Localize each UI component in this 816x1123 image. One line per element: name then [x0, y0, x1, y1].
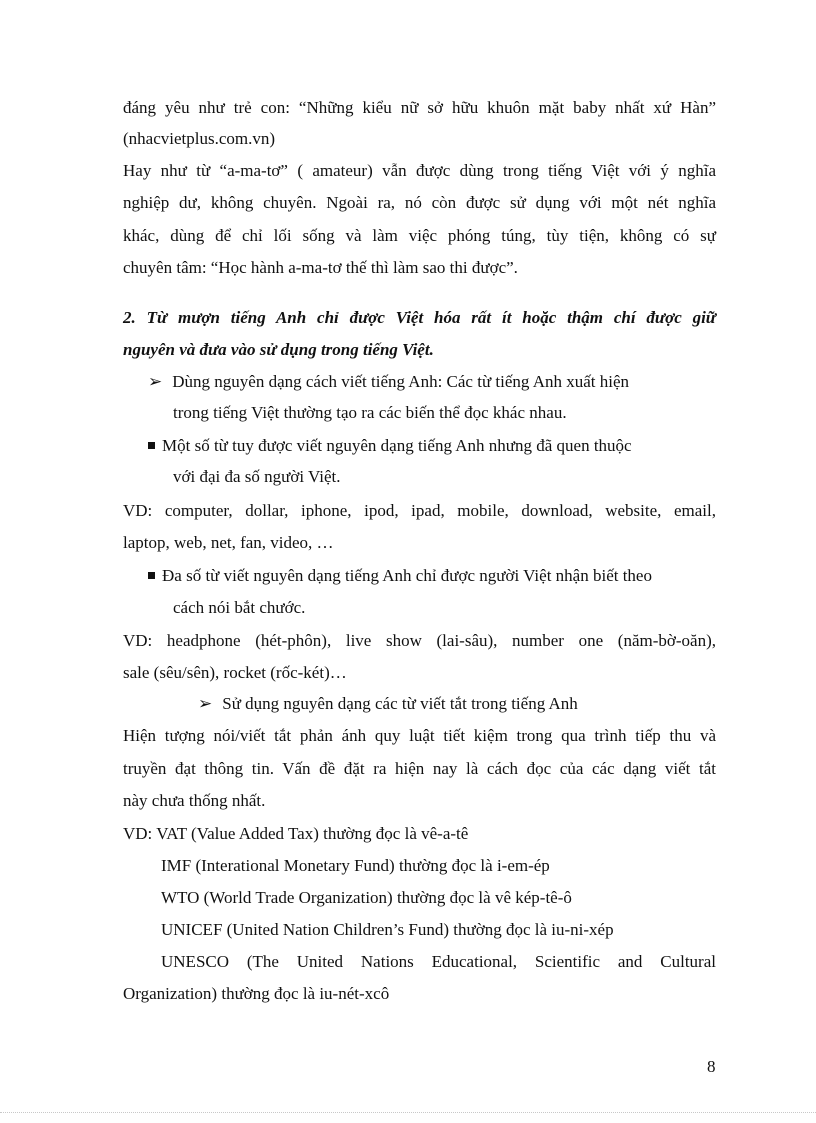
para1-line2: (nhacvietplus.com.vn) [123, 129, 276, 148]
bullet-item [148, 371, 716, 393]
sub-bullet-item [148, 435, 716, 457]
square-bullet-icon [148, 572, 155, 579]
sub1-line2: với đại đa số người Việt. [173, 467, 341, 486]
para3-line1: Hiện tượng nói/viết tắt phản ánh quy luật tiết kiệm trong qua trình tiếp thu và [123, 726, 716, 745]
para3-line3: này chưa thống nhất. [123, 791, 266, 810]
para3-line2: truyền đạt thông tin. Vấn đề đặt ra hiện nay là cách đọc của các dạng viết tắt [123, 759, 716, 778]
example2-line1: VD: headphone (hét-phôn), live show (lai-sâu), number one (năm-bờ-oăn), [123, 631, 716, 650]
sub2-line1: Đa số từ viết nguyên dạng tiếng Anh chỉ được người Việt nhận biết theo [162, 566, 652, 585]
sub-bullet-item [148, 565, 716, 587]
example3-unicef: UNICEF (United Nation Children’s Fund) thường đọc là iu-ni-xép [161, 920, 614, 939]
arrow-bullet-icon: ➢ [148, 372, 163, 391]
para2-line1: Hay như từ “a-ma-tơ” ( amateur) vẫn được dùng trong tiếng Việt với ý nghĩa [123, 161, 716, 180]
example2-line2: sale (sêu/sên), rocket (rốc-két)… [123, 663, 347, 682]
para2-line3: khác, dùng để chỉ lối sống và làm việc phóng túng, tùy tiện, không có sự [123, 226, 716, 245]
para2-line4: chuyên tâm: “Học hành a-ma-tơ thế thì làm sao thi được”. [123, 258, 518, 277]
example1-line1: VD: computer, dollar, iphone, ipod, ipad, mobile, download, website, email, [123, 501, 716, 520]
section-heading-line1: 2. Từ mượn tiếng Anh chỉ được Việt hóa rất ít hoặc thậm chí được giữ [123, 308, 716, 327]
example3-unesco-line2: Organization) thường đọc là iu-nét-xcô [123, 984, 390, 1003]
para2-line2: nghiệp dư, không chuyên. Ngoài ra, nó còn được sử dụng với một nét nghĩa [123, 193, 716, 212]
bullet2-text: Sử dụng nguyên dạng các từ viết tắt trong tiếng Anh [222, 694, 578, 713]
example1-line2: laptop, web, net, fan, video, … [123, 533, 334, 552]
example3-unesco-line1: UNESCO (The United Nations Educational, Scientific and Cultural [161, 952, 716, 971]
para1-line1: đáng yêu như trẻ con: “Những kiểu nữ sở hữu khuôn mặt baby nhất xứ Hàn” [123, 98, 716, 117]
page-number: 8 [707, 1057, 716, 1076]
arrow-bullet-icon: ➢ [198, 694, 213, 713]
sub1-line1: Một số từ tuy được viết nguyên dạng tiếng Anh nhưng đã quen thuộc [162, 436, 632, 455]
example3-imf: IMF (Interational Monetary Fund) thường đọc là i-em-ép [161, 856, 550, 875]
section-heading-line2: nguyên và đưa vào sử dụng trong tiếng Việt. [123, 340, 434, 359]
bullet1-line2: trong tiếng Việt thường tạo ra các biến thể đọc khác nhau. [173, 403, 567, 422]
example3-vat: VD: VAT (Value Added Tax) thường đọc là vê-a-tê [123, 824, 469, 843]
sub2-line2: cách nói bắt chước. [173, 598, 306, 617]
bullet1-line1: Dùng nguyên dạng cách viết tiếng Anh: Các từ tiếng Anh xuất hiện [172, 372, 630, 391]
bullet-item [198, 693, 578, 715]
example3-wto: WTO (World Trade Organization) thường đọc là vê kép-tê-ô [161, 888, 572, 907]
square-bullet-icon [148, 442, 155, 449]
page-bottom-divider [0, 1112, 816, 1113]
